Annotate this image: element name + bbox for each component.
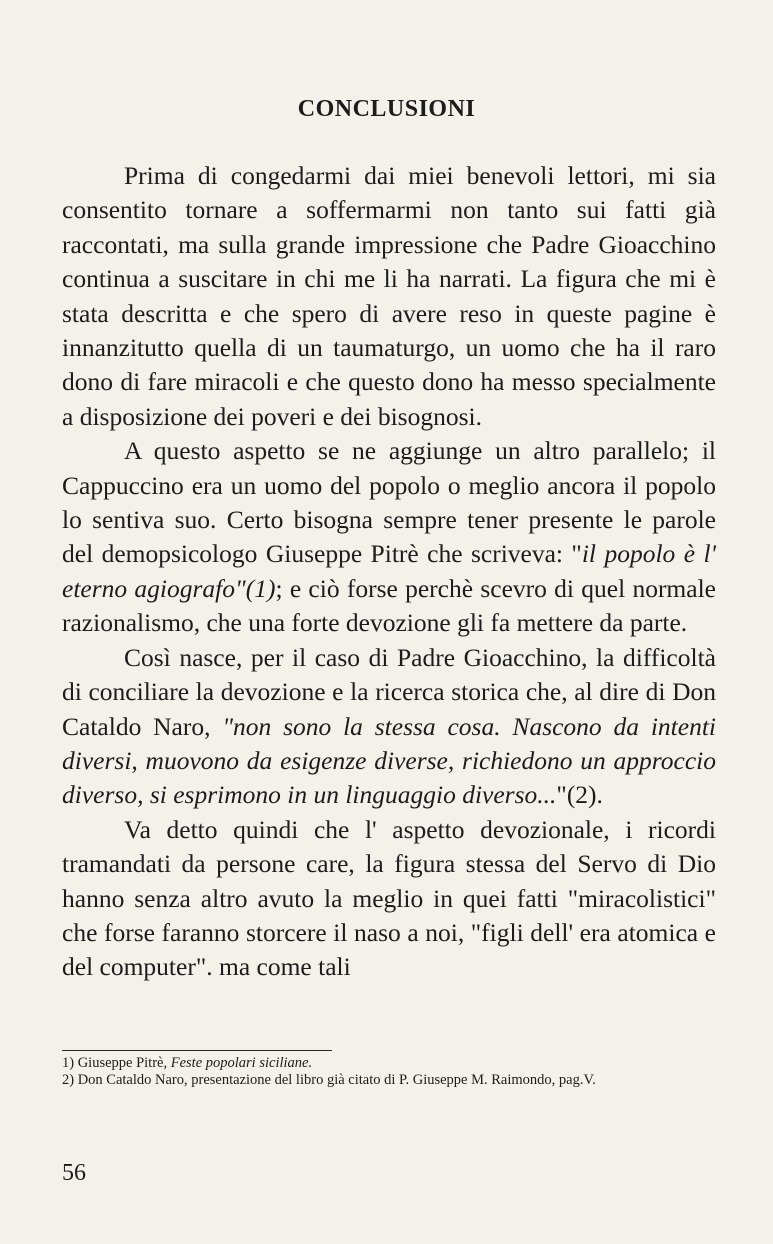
footnote-1 — [62, 1055, 716, 1072]
footnote-2 — [62, 1072, 716, 1089]
paragraph-3-quote: "non sono la stessa cosa. Nascono da intenti diversi, muovono da esigenze diverse, richiedono un approccio diverso, si esprimono in un linguaggio diverso... — [62, 711, 716, 810]
paragraph-3 — [62, 641, 716, 813]
paragraph-2-text-b: ; e ciò forse perchè scevro di quel normale razionalismo, che una forte devozione gli fa mettere da parte. — [62, 573, 716, 638]
footnote-divider — [62, 1050, 332, 1051]
paragraph-2-quote: il popolo è l' eterno agiografo"(1) — [62, 539, 716, 603]
paragraph-4-text: Va detto quindi che l' aspetto devozionale, i ricordi tramandati da persone care, la figura stessa del Servo di Dio hanno senza altro avuto la meglio in quei fatti "miracolistici" che forse faranno storcere il naso a noi, "figli dell' era atomica e del computer". ma come tali — [62, 814, 716, 982]
page-number: 56 — [62, 1160, 86, 1186]
footnote-2-text: 2) Don Cataldo Naro, presentazione del libro già citato di P. Giuseppe M. Raimondo, pag.V. — [62, 1072, 596, 1088]
paragraph-2 — [62, 434, 716, 640]
footnote-1-text: 1) Giuseppe Pitrè, — [62, 1055, 171, 1071]
paragraph-2-text-a: A questo aspetto se ne aggiunge un altro parallelo; il Cappuccino era un uomo del popolo o meglio ancora il popolo lo sentiva suo. Certo bisogna sempre tener presente le parole del demopsicologo Giuseppe Pitrè che scriveva: " — [62, 436, 716, 569]
body-text — [62, 159, 716, 985]
paragraph-1-text: Prima di congedarmi dai miei benevoli lettori, mi sia consentito tornare a soffermarmi non tanto sui fatti già raccontati, ma sulla grande impressione che Padre Gioacchino continua a suscitare in chi me li ha narrati. La figura che mi è stata descritta e che spero di avere reso in queste pagine è innanzitutto quella di un taumaturgo, un uomo che ha il raro dono di fare miracoli e che questo dono ha messo specialmente a disposizione dei poveri e dei bisognosi. — [62, 161, 716, 431]
footnote-1-title: Feste popolari siciliane. — [170, 1055, 313, 1071]
paragraph-3-text-a: Così nasce, per il caso di Padre Gioacchino, la difficoltà di conciliare la devozione e la ricerca storica che, al dire di Don Cataldo Naro, — [62, 642, 716, 741]
paragraph-1 — [62, 159, 716, 434]
paragraph-3-text-b: "(2). — [556, 780, 603, 810]
chapter-title: CONCLUSIONI — [297, 96, 476, 122]
paragraph-4 — [62, 813, 716, 985]
footnotes — [62, 1055, 716, 1089]
